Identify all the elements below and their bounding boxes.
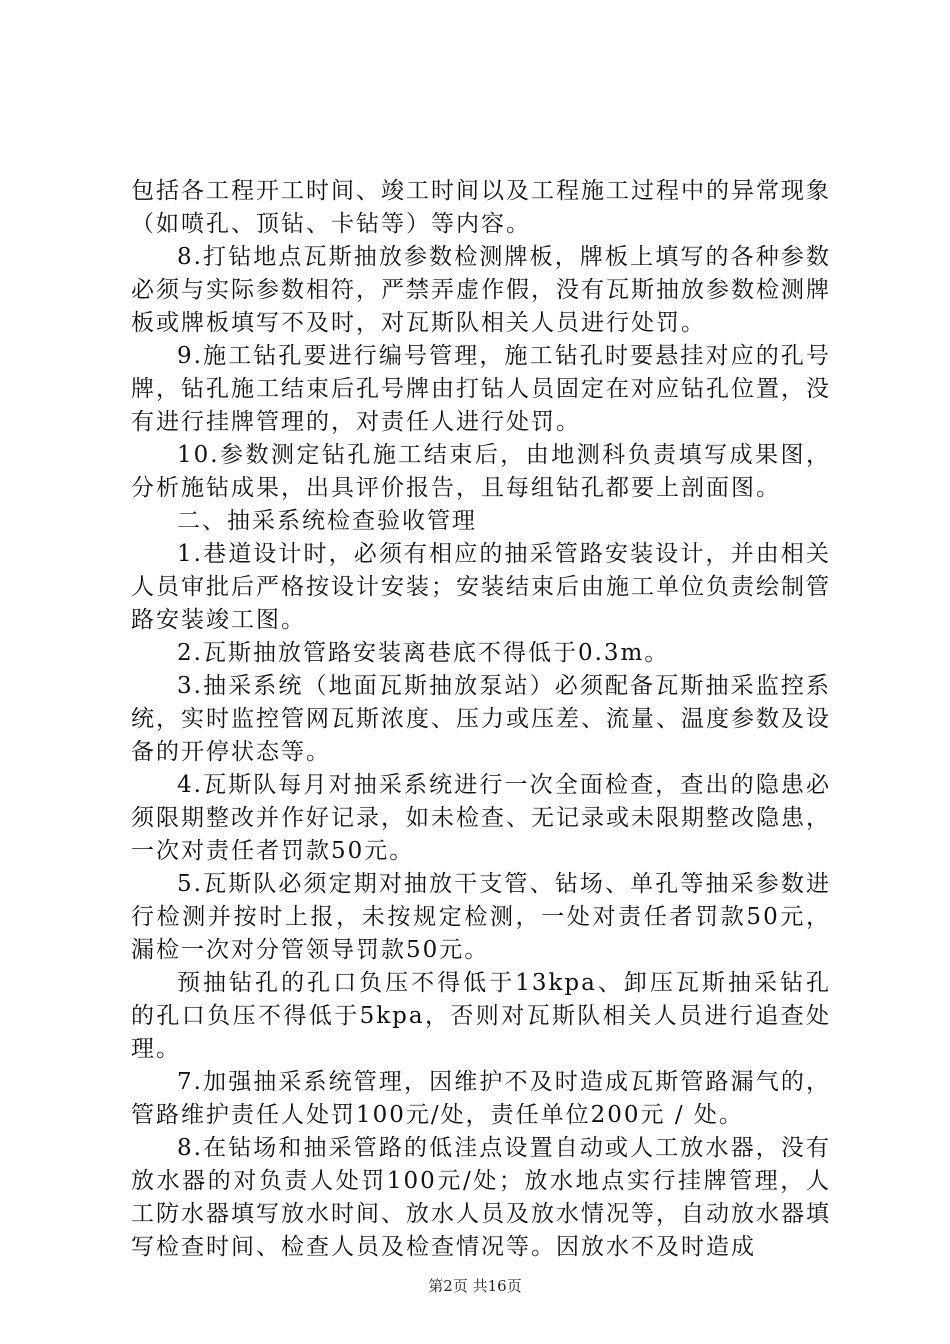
paragraph-continuation: 包括各工程开工时间、竣工时间以及工程施工过程中的异常现象（如喷孔、顶钻、卡钻等）等内容。 [131,178,831,237]
paragraph-item-9: 9.施工钻孔要进行编号管理，施工钻孔时要悬挂对应的孔号牌，钻孔施工结束后孔号牌由打钻人员固定在对应钻孔位置，没有进行挂牌管理的，对责任人进行处罚。 [131,343,831,435]
document-body [131,175,831,1264]
paragraph-item-7: 7.加强抽采系统管理，因维护不及时造成瓦斯管路漏气的，管路维护责任人处罚100元/处，责任单位200元 / 处。 [131,1069,831,1128]
paragraph-item-1: 1.巷道设计时，必须有相应的抽采管路安装设计，并由相关人员审批后严格按设计安装；安装结束后由施工单位负责绘制管路安装竣工图。 [131,541,831,633]
paragraph-item-4: 4.瓦斯队每月对抽采系统进行一次全面检查，查出的隐患必须限期整改并作好记录，如未检查、无记录或未限期整改隐患，一次对责任者罚款50元。 [131,772,831,864]
paragraph-item-10: 10.参数测定钻孔施工结束后，由地测科负责填写成果图，分析施钻成果，出具评价报告，且每组钻孔都要上剖面图。 [131,442,831,501]
paragraph-item-3: 3.抽采系统（地面瓦斯抽放泵站）必须配备瓦斯抽采监控系统，实时监控管网瓦斯浓度、压力或压差、流量、温度参数及设备的开停状态等。 [131,673,831,765]
paragraph-item-8: 8.打钻地点瓦斯抽放参数检测牌板，牌板上填写的各种参数必须与实际参数相符，严禁弄虚作假，没有瓦斯抽放参数检测牌板或牌板填写不及时，对瓦斯队相关人员进行处罚。 [131,244,831,336]
section-heading: 二、抽采系统检查验收管理 [177,508,477,534]
paragraph-item-8b: 8.在钻场和抽采管路的低洼点设置自动或人工放水器，没有放水器的对负责人处罚100元/处；放水地点实行挂牌管理，人工防水器填写放水时间、放水人员及放水情况等，自动放水器填写检查时间、检查人员及检查情况等。因放水不及时造成 [131,1135,831,1260]
paragraph-item-2: 2.瓦斯抽放管路安装离巷底不得低于0.3m。 [177,640,670,666]
paragraph-item-6: 预抽钻孔的孔口负压不得低于13kpa、卸压瓦斯抽采钻孔的孔口负压不得低于5kpa，否则对瓦斯队相关人员进行追查处理。 [131,970,831,1062]
page-footer: 第2页 共16页 [428,1277,522,1295]
paragraph-item-5: 5.瓦斯队必须定期对抽放干支管、钻场、单孔等抽采参数进行检测并按时上报，未按规定检测，一处对责任者罚款50元，漏检一次对分管领导罚款50元。 [131,871,831,963]
